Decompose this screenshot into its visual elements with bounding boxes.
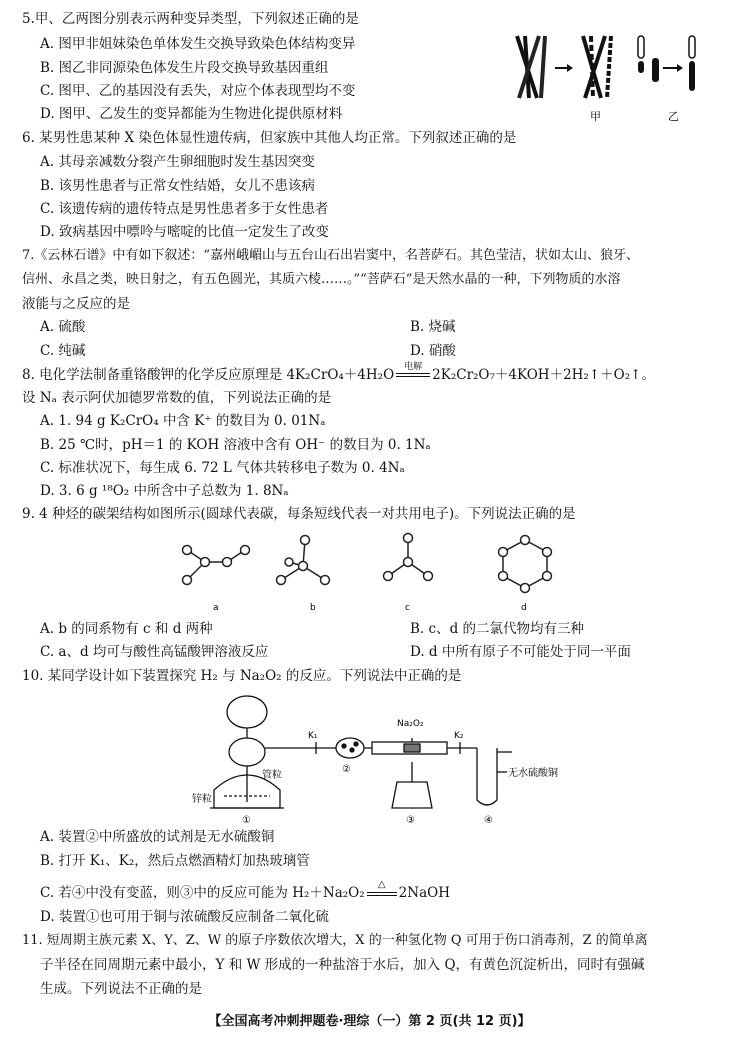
electrolysis-label: 电解 xyxy=(404,362,423,372)
q5-stem: 5.甲、乙两图分别表示两种变异类型，下列叙述正确的是 xyxy=(22,11,359,27)
q11-line-3: 生成。下列说法不正确的是 xyxy=(40,981,202,997)
skeleton-b xyxy=(277,536,330,585)
q11-line-2: 子半径在同周期元素中最小，Y 和 W 形成的一种盐溶于水后，加入 Q，有黄色沉淀析出，同时有强碱 xyxy=(40,957,645,973)
q6-option-d: D. 致病基因中嘌呤与嘧啶的比值一定发生了改变 xyxy=(40,224,329,240)
label-zinc: 锌粒 xyxy=(192,794,212,805)
q10-option-c-rhs: 2NaOH xyxy=(398,885,450,901)
q5-option-d: D. 图甲、乙发生的变异都能为生物进化提供原材料 xyxy=(40,106,343,122)
q9-option-b: B. c、d 的二氯代物均有三种 xyxy=(410,621,584,637)
skeleton-c xyxy=(384,534,433,581)
label-n3: ③ xyxy=(406,815,415,825)
q8-equation-rhs: 2K₂Cr₂O₇＋4KOH＋2H₂↑＋O₂↑。 xyxy=(432,367,655,383)
q9-figure xyxy=(165,530,560,615)
q7-option-a: A. 硫酸 xyxy=(40,319,86,335)
q7-option-b: B. 烧碱 xyxy=(410,319,456,335)
label-a: a xyxy=(213,603,219,613)
q10-stem: 10. 某同学设计如下装置探究 H₂ 与 Na₂O₂ 的反应。下列说法中正确的是 xyxy=(22,668,462,684)
q6-stem: 6. 某男性患某种 X 染色体显性遗传病，但家族中其他人均正常。下列叙述正确的是 xyxy=(22,130,517,146)
label-n4: ④ xyxy=(484,815,493,825)
q9-option-d: D. d 中所有原子不可能处于同一平面 xyxy=(410,644,631,660)
q10-option-c-lhs: C. 若④中没有变蓝，则③中的反应可能为 H₂＋Na₂O₂ xyxy=(40,885,365,901)
q10-option-d: D. 装置①也可用于铜与浓硫酸反应制备二氧化硫 xyxy=(40,909,329,925)
chromosome-pair-jia-before xyxy=(517,36,545,98)
q9-option-c: C. a、d 均可与酸性高锰酸钾溶液反应 xyxy=(40,644,269,660)
page-footer: 【全国高考冲刺押题卷·理综（一）第 2 页(共 12 页)】 xyxy=(208,1014,531,1029)
label-n1: ① xyxy=(242,815,251,825)
q10-apparatus xyxy=(192,690,572,825)
q5-option-c: C. 图甲、乙的基因没有丢失，对应个体表现型均不变 xyxy=(40,83,356,99)
q10-option-c xyxy=(40,879,450,902)
label-cuso4: 无水硫酸铜 xyxy=(508,768,558,779)
q10-option-b: B. 打开 K₁、K₂，然后点燃酒精灯加热玻璃管 xyxy=(40,853,310,869)
label-k2: K₂ xyxy=(454,731,464,741)
q6-option-c: C. 该遗传病的遗传特点是男性患者多于女性患者 xyxy=(40,201,329,217)
kipp-generator-1 xyxy=(210,696,302,808)
label-yi: 乙 xyxy=(668,110,679,123)
q7-option-c: C. 纯碱 xyxy=(40,343,86,359)
q11-line-1: 11. 短周期主族元素 X、Y、Z、W 的原子序数依次增大，X 的一种氢化物 Q 可用于伤口消毒剂，Z 的简单离 xyxy=(22,933,648,948)
label-n2: ② xyxy=(342,764,351,775)
label-jia: 甲 xyxy=(590,110,601,123)
skeleton-a xyxy=(183,546,250,585)
label-na2o2: Na₂O₂ xyxy=(397,719,424,729)
q7-line-2: 信州、永昌之类，映日射之，有五色圆光，其质六棱……。”“菩萨石”是天然水晶的一种，下列物质的水溶 xyxy=(22,272,621,287)
q8-option-d: D. 3. 6 g ¹⁸O₂ 中所含中子总数为 1. 8Nₐ xyxy=(40,483,289,499)
chromosome-yi-after xyxy=(689,36,695,91)
heat-symbol: △ xyxy=(377,879,386,890)
u-tube-4 xyxy=(477,748,512,805)
q7-line-3: 液能与之反应的是 xyxy=(22,296,130,312)
q9-option-a: A. b 的同系物有 c 和 d 两种 xyxy=(40,621,213,637)
valve-k1 xyxy=(302,742,332,754)
label-b: b xyxy=(310,603,316,613)
label-k1: K₁ xyxy=(308,731,318,741)
q6-option-a: A. 其母亲减数分裂产生卵细胞时发生基因突变 xyxy=(40,154,315,170)
q5-option-b: B. 图乙非同源染色体发生片段交换导致基因重组 xyxy=(40,60,329,76)
label-tube: 管粒 xyxy=(262,770,282,781)
label-d: d xyxy=(521,603,527,613)
q6-option-b: B. 该男性患者与正常女性结婚，女儿不患该病 xyxy=(40,178,316,194)
glass-tube-3 xyxy=(372,738,447,808)
q8-line-1 xyxy=(22,362,655,384)
drying-tube-2 xyxy=(332,738,372,758)
q10-option-a: A. 装置②中所盛放的试剂是无水硫酸铜 xyxy=(40,829,275,845)
q8-line-2: 设 Nₐ 表示阿伏加德罗常数的值，下列说法正确的是 xyxy=(22,390,332,406)
q5-figure xyxy=(505,28,720,123)
q7-option-d: D. 硝酸 xyxy=(410,343,456,359)
q7-line-1: 7.《云林石谱》中有如下叙述：“嘉州峨嵋山与五台山石出岩窦中，名菩萨石。其色莹洁，状如太山、狼牙、 xyxy=(22,248,640,263)
chromosome-yi-before xyxy=(638,36,659,82)
q5-option-a: A. 图甲非姐妹染色单体发生交换导致染色体结构变异 xyxy=(40,36,356,52)
chromosome-pair-jia-after xyxy=(583,36,611,98)
q8-option-c: C. 标准状况下，每生成 6. 72 L 气体共转移电子数为 0. 4Nₐ xyxy=(40,460,405,476)
skeleton-d xyxy=(499,536,552,593)
q8-option-a: A. 1. 94 g K₂CrO₄ 中含 K⁺ 的数目为 0. 01Nₐ xyxy=(40,413,326,429)
q8-option-b: B. 25 ℃时，pH＝1 的 KOH 溶液中含有 OH⁻ 的数目为 0. 1Nₐ xyxy=(40,437,431,453)
label-c: c xyxy=(405,603,410,613)
valve-k2 xyxy=(447,742,477,754)
q9-stem: 9. 4 种烃的碳架结构如图所示(圆球代表碳，每条短线代表一对共用电子)。下列说法正确的是 xyxy=(22,506,576,522)
q8-equation-lhs: 8. 电化学法制备重铬酸钾的化学反应原理是 4K₂CrO₄＋4H₂O xyxy=(22,367,395,383)
